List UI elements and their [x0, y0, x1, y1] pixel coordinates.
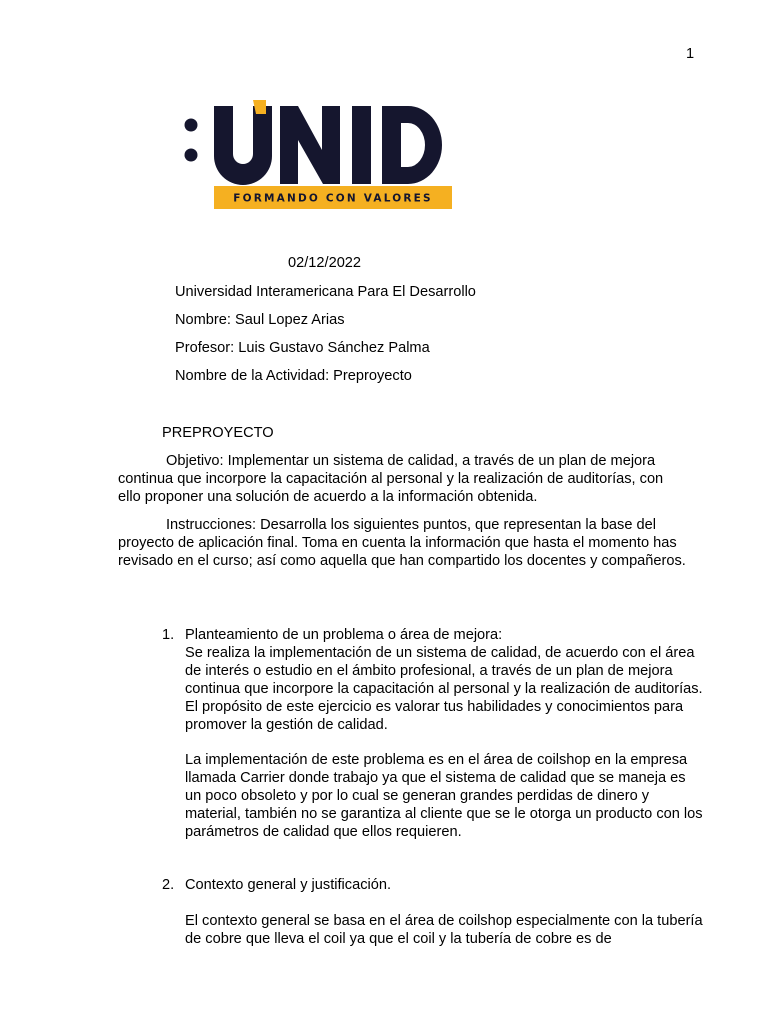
university-name: Universidad Interamericana Para El Desarrollo: [175, 284, 476, 300]
student-name: Nombre: Saul Lopez Arias: [175, 312, 345, 328]
page-number: 1: [686, 46, 695, 62]
activity-name: Nombre de la Actividad: Preproyecto: [175, 368, 412, 384]
list-item-body: [185, 877, 705, 949]
list-item-paragraph: La implementación de este problema es en el área de coilshop en la empresa llamada Carrier donde trabajo ya que el sistema de calidad que se maneja es un poco obsoleto y por lo cual se generan grandes perdidas de dinero y material, también no se garantiza al cliente que se le otorga un producto con los parámetros de calidad que ellos requieren.: [185, 752, 703, 840]
professor-name: Profesor: Luis Gustavo Sánchez Palma: [175, 340, 430, 356]
logo-letter-i: [352, 106, 371, 184]
list-item-heading: Contexto general y justificación.: [185, 877, 392, 893]
logo-colon-dot-bottom: [185, 149, 198, 162]
logo-colon-dot-top: [185, 119, 198, 132]
list-item-number: 2.: [162, 877, 175, 893]
instructions-paragraph: Instrucciones: Desarrolla los siguientes puntos, que representan la base del proyecto de aplicación final. Toma en cuenta la información que hasta el momento has revisado en el curso; así como aquella que han compartido los docentes y compañeros.: [118, 517, 686, 569]
objective-paragraph: Objetivo: Implementar un sistema de calidad, a través de un plan de mejora continua que incorpore la capacitación al personal y la realización de auditorías, con ello proponer una solución de acuerdo a la información obtenida.: [118, 453, 664, 505]
logo-tagline: FORMANDO CON VALORES: [233, 192, 433, 205]
list-item-paragraph: Se realiza la implementación de un sistema de calidad, de acuerdo con el área de interés o estudio en el ámbito profesional, a través de un plan de mejora continua que incorpore la capacitación al personal y la realización de auditorías. El propósito de este ejercicio es valorar tus habilidades y conocimientos para promover la gestión de calidad.: [185, 644, 703, 733]
logo-letter-d: [382, 106, 442, 184]
list-item-body: [185, 627, 705, 842]
logo-letter-n: [280, 106, 340, 184]
logo-letter-u: [214, 106, 272, 185]
document-title: PREPROYECTO: [162, 425, 274, 441]
date: 02/12/2022: [288, 255, 362, 271]
list-item-paragraph: El contexto general se basa en el área de coilshop especialmente con la tubería de cobre que lleva el coil ya que el coil y la tubería de cobre es de: [185, 912, 703, 947]
unid-logo: [182, 100, 456, 212]
list-item-heading: Planteamiento de un problema o área de mejora:: [185, 627, 503, 643]
list-item-number: 1.: [162, 627, 175, 643]
